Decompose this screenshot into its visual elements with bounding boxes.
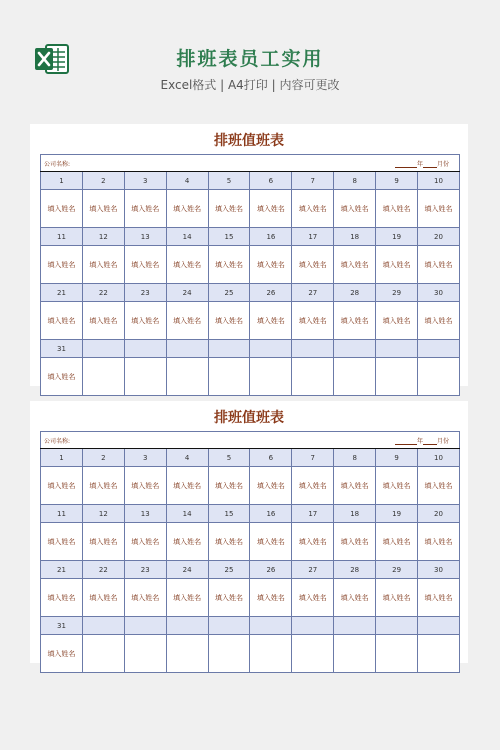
day-number-cell: 11 [41,505,83,523]
day-number-cell: 26 [250,284,292,302]
day-number-cell: 29 [376,284,418,302]
name-cell[interactable]: 填入姓名 [418,523,460,561]
name-cell[interactable]: 填入姓名 [250,467,292,505]
day-number-cell: 22 [82,284,124,302]
name-cell[interactable]: 填入姓名 [166,523,208,561]
day-number-cell: 22 [82,561,124,579]
name-cell[interactable]: 填入姓名 [376,246,418,284]
name-cell[interactable]: 填入姓名 [166,302,208,340]
name-cell[interactable]: 填入姓名 [292,246,334,284]
day-number-cell: 16 [250,228,292,246]
empty-cell[interactable] [334,358,376,396]
day-number-cell: 8 [334,449,376,467]
name-cell[interactable]: 填入姓名 [166,579,208,617]
day-number-cell: 7 [292,449,334,467]
name-cell[interactable]: 填入姓名 [418,246,460,284]
empty-cell[interactable] [250,358,292,396]
name-cell[interactable]: 填入姓名 [82,302,124,340]
schedule-sheet [30,401,468,663]
month-label: 月份 [436,438,449,445]
month-blank[interactable] [423,438,437,445]
name-cell[interactable]: 填入姓名 [334,302,376,340]
name-row [41,246,460,284]
empty-cell[interactable] [82,635,124,673]
name-cell[interactable]: 填入姓名 [292,302,334,340]
name-row [41,579,460,617]
name-cell[interactable]: 填入姓名 [82,467,124,505]
sheet-title: 排班值班表 [214,410,284,426]
day-number-cell: 10 [418,172,460,190]
day-number-cell: 17 [292,505,334,523]
day-number-cell: 15 [208,228,250,246]
name-cell[interactable]: 填入姓名 [124,467,166,505]
day-number-cell: 20 [418,505,460,523]
name-cell[interactable]: 填入姓名 [292,523,334,561]
name-cell[interactable]: 填入姓名 [41,523,83,561]
name-cell[interactable]: 填入姓名 [418,467,460,505]
empty-cell [250,617,292,635]
page-subtitle: Excel格式 | A4打印 | 内容可更改 [160,78,340,92]
info-row [41,155,460,172]
info-cell [41,432,460,449]
day-number-cell: 6 [250,449,292,467]
empty-cell [166,617,208,635]
day-number-cell: 14 [166,228,208,246]
day-number-cell: 9 [376,172,418,190]
name-cell[interactable]: 填入姓名 [41,302,83,340]
day-number-cell: 3 [124,172,166,190]
name-cell[interactable]: 填入姓名 [82,523,124,561]
name-cell[interactable]: 填入姓名 [208,190,250,228]
name-cell[interactable]: 填入姓名 [418,190,460,228]
name-cell[interactable]: 填入姓名 [334,523,376,561]
empty-cell [418,617,460,635]
name-row [41,467,460,505]
day-number-cell: 13 [124,505,166,523]
day-number-row [41,172,460,190]
empty-cell[interactable] [124,635,166,673]
name-cell[interactable]: 填入姓名 [334,246,376,284]
day-number-cell: 4 [166,172,208,190]
day-number-cell: 25 [208,561,250,579]
name-cell[interactable]: 填入姓名 [41,467,83,505]
name-cell[interactable]: 填入姓名 [41,635,83,673]
name-cell[interactable]: 填入姓名 [376,579,418,617]
name-cell[interactable]: 填入姓名 [166,246,208,284]
name-cell[interactable]: 填入姓名 [82,579,124,617]
day-number-cell: 12 [82,505,124,523]
sheet-title: 排班值班表 [214,133,284,149]
day-number-cell: 17 [292,228,334,246]
name-cell[interactable]: 填入姓名 [292,190,334,228]
name-cell[interactable]: 填入姓名 [250,246,292,284]
name-cell[interactable]: 填入姓名 [334,190,376,228]
name-cell[interactable]: 填入姓名 [124,579,166,617]
schedule-table [40,431,460,673]
name-cell[interactable]: 填入姓名 [418,579,460,617]
day-number-cell: 18 [334,505,376,523]
name-cell[interactable]: 填入姓名 [250,579,292,617]
date-field [395,436,449,445]
name-row [41,635,460,673]
name-cell[interactable]: 填入姓名 [124,246,166,284]
year-label: 年 [416,161,423,168]
year-blank[interactable] [395,161,417,168]
name-cell[interactable]: 填入姓名 [124,190,166,228]
empty-cell[interactable] [376,358,418,396]
name-cell[interactable]: 填入姓名 [250,523,292,561]
header [0,0,500,110]
year-label: 年 [416,438,423,445]
day-number-cell: 31 [41,340,83,358]
name-cell[interactable]: 填入姓名 [376,467,418,505]
empty-cell [376,617,418,635]
empty-cell[interactable] [376,635,418,673]
name-row [41,523,460,561]
empty-cell [250,340,292,358]
name-cell[interactable]: 填入姓名 [418,302,460,340]
empty-cell[interactable] [124,358,166,396]
day-number-cell: 2 [82,449,124,467]
empty-cell[interactable] [292,358,334,396]
name-cell[interactable]: 填入姓名 [124,523,166,561]
day-number-cell: 24 [166,561,208,579]
day-number-cell: 30 [418,561,460,579]
name-cell[interactable]: 填入姓名 [82,246,124,284]
day-number-cell: 28 [334,561,376,579]
empty-cell [292,340,334,358]
name-cell[interactable]: 填入姓名 [292,467,334,505]
day-number-cell: 30 [418,284,460,302]
day-number-cell: 28 [334,284,376,302]
name-cell[interactable]: 填入姓名 [208,523,250,561]
name-cell[interactable]: 填入姓名 [41,358,83,396]
company-label: 公司名称: [44,160,71,168]
name-cell[interactable]: 填入姓名 [41,579,83,617]
day-number-cell: 16 [250,505,292,523]
day-number-cell: 4 [166,449,208,467]
day-number-cell: 1 [41,449,83,467]
empty-cell[interactable] [250,635,292,673]
empty-cell[interactable] [418,358,460,396]
month-label: 月份 [436,161,449,168]
day-number-row [41,449,460,467]
name-cell[interactable]: 填入姓名 [41,246,83,284]
empty-cell[interactable] [82,358,124,396]
day-number-cell: 27 [292,284,334,302]
day-number-row [41,340,460,358]
name-cell[interactable]: 填入姓名 [334,467,376,505]
empty-cell [334,340,376,358]
empty-cell [166,340,208,358]
name-cell[interactable]: 填入姓名 [208,579,250,617]
day-number-row [41,228,460,246]
empty-cell[interactable] [334,635,376,673]
info-cell [41,155,460,172]
empty-cell [376,340,418,358]
day-number-cell: 23 [124,561,166,579]
day-number-cell: 24 [166,284,208,302]
schedule-table [40,154,460,396]
day-number-cell: 27 [292,561,334,579]
name-cell[interactable]: 填入姓名 [376,523,418,561]
day-number-cell: 21 [41,561,83,579]
name-cell[interactable]: 填入姓名 [41,190,83,228]
day-number-cell: 2 [82,172,124,190]
day-number-cell: 7 [292,172,334,190]
day-number-row [41,561,460,579]
day-number-cell: 15 [208,505,250,523]
day-number-cell: 11 [41,228,83,246]
empty-cell[interactable] [418,635,460,673]
empty-cell[interactable] [292,635,334,673]
day-number-cell: 26 [250,561,292,579]
day-number-cell: 20 [418,228,460,246]
empty-cell[interactable] [166,358,208,396]
name-row [41,358,460,396]
empty-cell[interactable] [166,635,208,673]
name-cell[interactable]: 填入姓名 [166,190,208,228]
day-number-row [41,617,460,635]
name-cell[interactable]: 填入姓名 [250,302,292,340]
empty-cell[interactable] [208,358,250,396]
empty-cell [418,340,460,358]
day-number-cell: 29 [376,561,418,579]
day-number-cell: 6 [250,172,292,190]
info-row [41,432,460,449]
name-cell[interactable]: 填入姓名 [292,579,334,617]
empty-cell [124,340,166,358]
day-number-cell: 3 [124,449,166,467]
date-field [395,159,449,168]
day-number-cell: 18 [334,228,376,246]
day-number-cell: 19 [376,228,418,246]
name-cell[interactable]: 填入姓名 [376,190,418,228]
schedule-sheet [30,124,468,386]
name-cell[interactable]: 填入姓名 [250,190,292,228]
month-blank[interactable] [423,161,437,168]
day-number-row [41,284,460,302]
name-cell[interactable]: 填入姓名 [82,190,124,228]
empty-cell [334,617,376,635]
company-label: 公司名称: [44,437,71,445]
name-row [41,190,460,228]
day-number-cell: 19 [376,505,418,523]
day-number-cell: 13 [124,228,166,246]
page-title: 排班表员工实用 [176,48,324,70]
day-number-cell: 25 [208,284,250,302]
empty-cell[interactable] [208,635,250,673]
name-cell[interactable]: 填入姓名 [208,246,250,284]
name-cell[interactable]: 填入姓名 [166,467,208,505]
day-number-cell: 21 [41,284,83,302]
empty-cell [82,340,124,358]
empty-cell [208,617,250,635]
day-number-cell: 31 [41,617,83,635]
day-number-cell: 9 [376,449,418,467]
day-number-cell: 5 [208,172,250,190]
empty-cell [292,617,334,635]
day-number-cell: 23 [124,284,166,302]
name-cell[interactable]: 填入姓名 [334,579,376,617]
name-cell[interactable]: 填入姓名 [208,302,250,340]
day-number-cell: 12 [82,228,124,246]
day-number-cell: 5 [208,449,250,467]
day-number-cell: 1 [41,172,83,190]
name-cell[interactable]: 填入姓名 [124,302,166,340]
name-row [41,302,460,340]
day-number-cell: 14 [166,505,208,523]
day-number-row [41,505,460,523]
name-cell[interactable]: 填入姓名 [376,302,418,340]
empty-cell [124,617,166,635]
year-blank[interactable] [395,438,417,445]
day-number-cell: 8 [334,172,376,190]
empty-cell [208,340,250,358]
empty-cell [82,617,124,635]
name-cell[interactable]: 填入姓名 [208,467,250,505]
day-number-cell: 10 [418,449,460,467]
